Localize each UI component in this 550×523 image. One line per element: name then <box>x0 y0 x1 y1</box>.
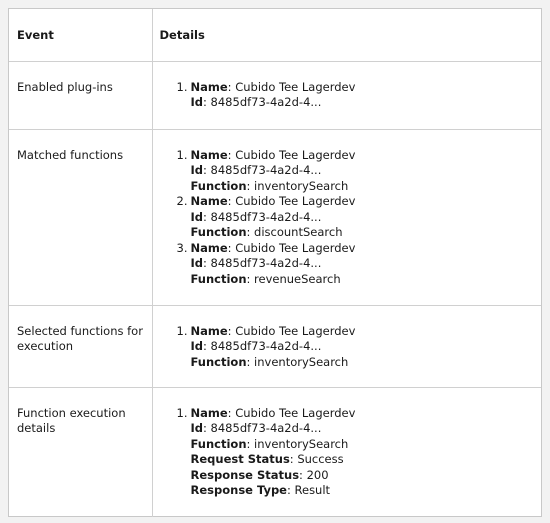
function-value: inventorySearch <box>254 178 349 193</box>
details-list <box>153 148 542 288</box>
table-row <box>9 129 541 305</box>
id-line: Id: 8485df73-4a2d-4... <box>190 95 322 109</box>
id-line: Id: 8485df73-4a2d-4... <box>190 209 322 224</box>
list-item <box>191 80 542 111</box>
request-status-line: Request Status: Success <box>190 452 344 466</box>
name-value: Cubido Tee Lagerdev <box>235 79 356 94</box>
response-type-label: Response Type <box>190 483 287 497</box>
list-item <box>191 406 542 499</box>
event-details-table-frame <box>8 8 542 517</box>
function-line: Function: discountSearch <box>190 225 343 239</box>
function-value: revenueSearch <box>254 271 341 286</box>
event-cell: Matched functions <box>9 129 152 305</box>
list-item <box>191 148 542 195</box>
response-status-line: Response Status: 200 <box>190 467 329 482</box>
table-row <box>9 387 541 517</box>
name-line: Name: Cubido Tee Lagerdev <box>190 194 356 208</box>
name-label: Name <box>190 240 228 255</box>
id-label: Id <box>190 95 204 109</box>
details-list <box>153 324 542 371</box>
function-label: Function <box>190 354 247 369</box>
id-line: Id: 8485df73-4a2d-4... <box>190 163 322 177</box>
event-cell: Enabled plug-ins <box>9 61 152 129</box>
details-cell <box>152 387 541 517</box>
function-value: inventorySearch <box>254 436 349 451</box>
request-status-label: Request Status <box>190 452 290 466</box>
response-status-value: 200 <box>306 467 329 482</box>
name-label: Name <box>190 405 228 420</box>
header-details: Details <box>152 9 541 61</box>
id-label: Id <box>190 209 204 224</box>
function-line: Function: inventorySearch <box>190 178 349 193</box>
name-line: Name: Cubido Tee Lagerdev <box>190 147 356 162</box>
header-event: Event <box>9 9 152 61</box>
name-value: Cubido Tee Lagerdev <box>235 323 356 338</box>
id-label: Id <box>190 163 204 177</box>
function-label: Function <box>190 436 247 451</box>
name-line: Name: Cubido Tee Lagerdev <box>190 323 356 338</box>
table-row <box>9 61 541 129</box>
name-label: Name <box>190 323 228 338</box>
details-cell <box>152 305 541 387</box>
name-label: Name <box>190 79 228 94</box>
id-line: Id: 8485df73-4a2d-4... <box>190 421 322 435</box>
event-cell: Function execution details <box>9 387 152 517</box>
id-label: Id <box>190 339 204 353</box>
table-row <box>9 305 541 387</box>
id-label: Id <box>190 421 204 435</box>
id-value: 8485df73-4a2d-4... <box>210 209 322 224</box>
table-header-row <box>9 9 541 61</box>
function-label: Function <box>190 271 247 286</box>
name-line: Name: Cubido Tee Lagerdev <box>190 240 356 255</box>
response-status-label: Response Status <box>190 467 300 482</box>
id-line: Id: 8485df73-4a2d-4... <box>190 339 322 353</box>
response-type-line: Response Type: Result <box>190 483 331 497</box>
name-line: Name: Cubido Tee Lagerdev <box>190 405 356 420</box>
list-item <box>191 194 542 241</box>
id-line: Id: 8485df73-4a2d-4... <box>190 256 322 270</box>
details-cell <box>152 129 541 305</box>
function-value: discountSearch <box>254 225 343 239</box>
function-line: Function: inventorySearch <box>190 354 349 369</box>
list-item <box>191 241 542 288</box>
details-cell <box>152 61 541 129</box>
event-cell: Selected functions for execution <box>9 305 152 387</box>
name-label: Name <box>190 147 228 162</box>
id-label: Id <box>190 256 204 270</box>
list-item <box>191 324 542 371</box>
function-line: Function: inventorySearch <box>190 436 349 451</box>
name-value: Cubido Tee Lagerdev <box>235 147 356 162</box>
name-line: Name: Cubido Tee Lagerdev <box>190 79 356 94</box>
event-details-table <box>9 9 541 517</box>
id-value: 8485df73-4a2d-4... <box>210 421 322 435</box>
function-label: Function <box>190 178 247 193</box>
request-status-value: Success <box>297 452 344 466</box>
function-label: Function <box>190 225 247 239</box>
id-value: 8485df73-4a2d-4... <box>210 339 322 353</box>
name-label: Name <box>190 194 228 208</box>
response-type-value: Result <box>294 483 331 497</box>
name-value: Cubido Tee Lagerdev <box>235 194 356 208</box>
function-line: Function: revenueSearch <box>190 271 341 286</box>
function-value: inventorySearch <box>254 354 349 369</box>
id-value: 8485df73-4a2d-4... <box>210 256 322 270</box>
id-value: 8485df73-4a2d-4... <box>210 163 322 177</box>
name-value: Cubido Tee Lagerdev <box>235 240 356 255</box>
name-value: Cubido Tee Lagerdev <box>235 405 356 420</box>
details-list <box>153 406 542 499</box>
details-list <box>153 80 542 111</box>
id-value: 8485df73-4a2d-4... <box>210 95 322 109</box>
